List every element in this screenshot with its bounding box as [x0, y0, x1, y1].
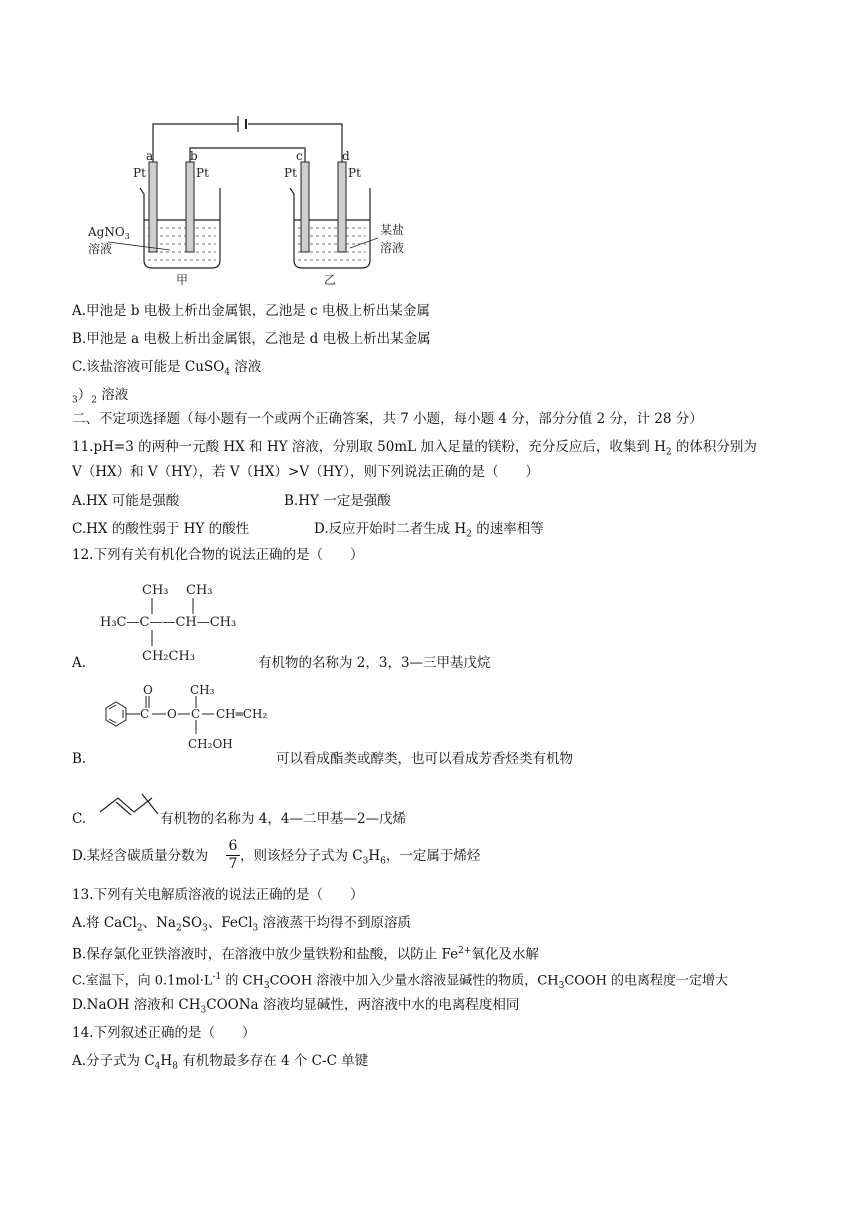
svg-text:Pt: Pt [196, 166, 209, 180]
svg-text:Pt: Pt [348, 166, 361, 180]
svg-text:C: C [140, 707, 150, 721]
q12-option-c-text: 有机物的名称为 4，4—二甲基—2—戊烯 [160, 811, 407, 827]
q11-stem-line2: V（HX）和 V（HY），若 V（HX）>V（HY），则下列说法正确的是（ ） [72, 464, 540, 480]
electrode-d [338, 162, 346, 252]
svg-text:甲: 甲 [176, 273, 189, 287]
q10-option-c: C.该盐溶液可能是 CuSO$_4$ 溶液 [72, 359, 262, 378]
q14-stem: 14.下列叙述正确的是（ ） [72, 1025, 256, 1041]
svg-text:CH₂OH: CH₂OH [188, 737, 233, 751]
q13-option-c: C.室温下，向 $0.1mol\cdot L^{-1}$ 的 $CH_3COOH$ 溶液中加入少量水溶液显碱性的物质，$CH_3COOH$ 的电离程度一定增大 [72, 972, 729, 991]
section-heading: 二、不定项选择题（每小题有一个或两个正确答案，共 7 小题，每小题 4 分，部分分值 2 分，计 28 分） [72, 411, 703, 427]
q10-option-d: $_3)_2$ 溶液 [72, 387, 129, 406]
svg-text:Pt: Pt [284, 166, 297, 180]
q12-structure-a [96, 580, 266, 668]
q12-structure-c-skeletal [96, 790, 166, 826]
q12-structure-b [92, 682, 282, 760]
q14-option-a: A.分子式为 $C_4H_8$ 有机物最多存在 4 个 C-C 单键 [72, 1053, 369, 1072]
q11-option-d: D.反应开始时二者生成 $H_2$ 的速率相等 [314, 521, 544, 540]
electrode-b [186, 162, 194, 252]
svg-text:C: C [191, 707, 201, 721]
svg-text:a: a [146, 149, 154, 163]
q13-option-d: D.NaOH 溶液和 $CH_3COONa$ 溶液均显碱性，两溶液中水的电离程度相同 [72, 997, 520, 1016]
electrode-c [301, 162, 309, 252]
q12-option-c-label: C. [72, 811, 87, 827]
svg-text:O: O [143, 683, 153, 697]
svg-text:CH═CH₂: CH═CH₂ [216, 707, 268, 721]
svg-text:H₃C—C——CH—CH₃: H₃C—C——CH—CH₃ [100, 615, 237, 630]
q12-option-d-post: ，则该烃分子式为 $C_3H_6$，一定属于烯烃 [240, 848, 481, 867]
electrolysis-cells-figure [80, 110, 440, 290]
q11-option-c: C.HX 的酸性弱于 HY 的酸性 [72, 521, 250, 537]
q13-option-a: A.将 CaCl$_2$、$Na_2SO_3$、FeCl$_3$ 溶液蒸干均得不到原溶质 [72, 915, 412, 934]
svg-text:CH₃: CH₃ [190, 683, 215, 697]
q12-stem: 12.下列有关有机化合物的说法正确的是（ ） [72, 547, 364, 563]
q13-stem: 13.下列有关电解质溶液的说法正确的是（ ） [72, 887, 364, 903]
svg-text:b: b [190, 149, 198, 163]
svg-text:溶液: 溶液 [380, 241, 405, 255]
q12-option-a-text: 有机物的名称为 2，3，3—三甲基戊烷 [258, 655, 491, 671]
q11-option-b: B.HY 一定是强酸 [284, 493, 391, 509]
svg-text:d: d [342, 149, 350, 163]
q12-option-d-fraction: $\frac{6}{7}$ [226, 838, 240, 873]
svg-text:乙: 乙 [324, 273, 337, 287]
q12-option-b-label: B. [72, 751, 87, 767]
svg-text:O: O [167, 707, 177, 721]
q12-option-a-label: A. [72, 655, 87, 671]
svg-text:CH₃: CH₃ [142, 583, 169, 598]
svg-text:c: c [296, 149, 303, 163]
svg-text:溶液: 溶液 [88, 242, 113, 256]
svg-text:Pt: Pt [133, 166, 146, 180]
svg-text:某盐: 某盐 [380, 223, 405, 237]
q13-option-b: B.保存氯化亚铁溶液时，在溶液中放少量铁粉和盐酸，以防止 $Fe^{2+}$氧化及水解 [72, 946, 539, 963]
q11-stem-line1: 11.pH=3 的两种一元酸 HX 和 HY 溶液，分别取 50mL 加入足量的镁粉，充分反应后，收集到 $H_2$ 的体积分别为 [72, 439, 757, 458]
q11-option-a: A.HX 可能是强酸 [72, 493, 180, 509]
svg-text:CH₃: CH₃ [186, 583, 213, 598]
q10-option-a: A.甲池是 b 电极上析出金属银，乙池是 c 电极上析出某金属 [72, 303, 430, 319]
q12-option-b-text: 可以看成酯类或醇类，也可以看成芳香烃类有机物 [276, 751, 573, 767]
electrode-a [149, 162, 157, 252]
q12-option-d-pre: D.某烃含碳质量分数为 [72, 848, 209, 864]
svg-text:CH₂CH₃: CH₂CH₃ [142, 649, 195, 664]
q10-option-b: B.甲池是 a 电极上析出金属银，乙池是 d 电极上析出某金属 [72, 331, 431, 347]
svg-text:AgNO3: AgNO$_3$ [88, 225, 130, 241]
